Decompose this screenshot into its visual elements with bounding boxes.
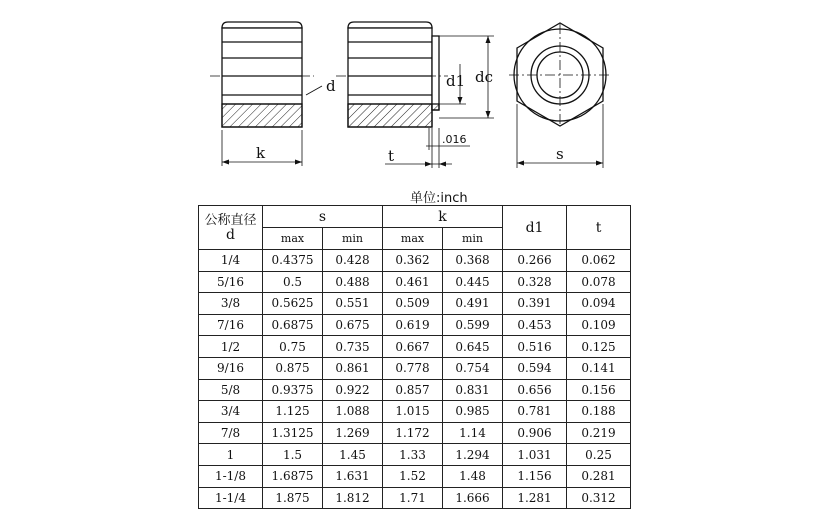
side-section-view: [210, 22, 322, 166]
table-cell: 1.015: [383, 401, 443, 423]
table-cell: 0.125: [567, 336, 631, 358]
header-k-min: min: [443, 228, 503, 250]
table-cell: 0.5625: [263, 293, 323, 315]
header-s-min: min: [323, 228, 383, 250]
table-row: [199, 487, 631, 509]
header-k-max: max: [383, 228, 443, 250]
table-header-row: [199, 206, 631, 228]
table-cell: 1.088: [323, 401, 383, 423]
header-s-max: max: [263, 228, 323, 250]
table-cell: 0.509: [383, 293, 443, 315]
table-cell: 1.031: [503, 444, 567, 466]
table-cell: 1.156: [503, 465, 567, 487]
table-cell: 0.985: [443, 401, 503, 423]
table-cell: 1.5: [263, 444, 323, 466]
table-row: [199, 422, 631, 444]
header-s: s: [263, 206, 383, 228]
table-cell: 9/16: [199, 357, 263, 379]
table-cell: 1.52: [383, 465, 443, 487]
table-cell: 1.666: [443, 487, 503, 509]
table-cell: 1.281: [503, 487, 567, 509]
table-cell: 0.667: [383, 336, 443, 358]
table-cell: 0.6875: [263, 314, 323, 336]
table-cell: 0.4375: [263, 250, 323, 272]
table-cell: 0.5: [263, 271, 323, 293]
unit-note: 单位:inch: [410, 191, 468, 206]
table-cell: 3/4: [199, 401, 263, 423]
header-t: t: [567, 206, 631, 250]
table-cell: 0.754: [443, 357, 503, 379]
header-nominal-label: 公称直径: [204, 212, 257, 228]
table-cell: 5/8: [199, 379, 263, 401]
table-cell: 3/8: [199, 293, 263, 315]
table-row: [199, 379, 631, 401]
cap-nut-technical-drawing: [0, 0, 829, 190]
table-cell: 0.362: [383, 250, 443, 272]
table-cell: 0.656: [503, 379, 567, 401]
header-nominal-diameter: [199, 206, 263, 250]
table-cell: 0.781: [503, 401, 567, 423]
table-cell: 1.631: [323, 465, 383, 487]
table-row: [199, 271, 631, 293]
table-row: [199, 357, 631, 379]
table-cell: 0.645: [443, 336, 503, 358]
table-row: [199, 336, 631, 358]
table-cell: 1/4: [199, 250, 263, 272]
table-cell: 0.857: [383, 379, 443, 401]
table-cell: 1.812: [323, 487, 383, 509]
table-cell: 0.735: [323, 336, 383, 358]
table-cell: 0.25: [567, 444, 631, 466]
table-cell: 1: [199, 444, 263, 466]
table-cell: 0.831: [443, 379, 503, 401]
table-cell: 0.861: [323, 357, 383, 379]
table-cell: 0.75: [263, 336, 323, 358]
table-cell: 1.294: [443, 444, 503, 466]
table-cell: 0.141: [567, 357, 631, 379]
table-cell: 0.551: [323, 293, 383, 315]
table-cell: 0.219: [567, 422, 631, 444]
table-cell: 1.48: [443, 465, 503, 487]
table-cell: 0.619: [383, 314, 443, 336]
label-d1: d1: [446, 72, 466, 90]
table-cell: 0.328: [503, 271, 567, 293]
table-cell: 1.875: [263, 487, 323, 509]
table-cell: 0.778: [383, 357, 443, 379]
label-k: k: [256, 144, 266, 162]
table-cell: 1-1/4: [199, 487, 263, 509]
label-s: s: [556, 145, 564, 163]
label-tolerance: .016: [442, 133, 467, 146]
label-d: d: [326, 77, 336, 95]
dimension-section-view: [336, 22, 494, 168]
table-cell: 0.453: [503, 314, 567, 336]
table-cell: 1.172: [383, 422, 443, 444]
label-t: t: [388, 147, 395, 165]
table-cell: 0.156: [567, 379, 631, 401]
table-cell: 0.675: [323, 314, 383, 336]
table-cell: 1-1/8: [199, 465, 263, 487]
table-cell: 7/8: [199, 422, 263, 444]
table-cell: 0.094: [567, 293, 631, 315]
table-cell: 1.125: [263, 401, 323, 423]
table-row: [199, 250, 631, 272]
table-cell: 0.488: [323, 271, 383, 293]
table-cell: 0.428: [323, 250, 383, 272]
table-cell: 0.906: [503, 422, 567, 444]
label-dc: dc: [475, 68, 494, 86]
table-cell: 0.875: [263, 357, 323, 379]
header-nominal-symbol: d: [226, 226, 235, 243]
table-cell: 1.6875: [263, 465, 323, 487]
table-cell: 0.9375: [263, 379, 323, 401]
table-cell: 1/2: [199, 336, 263, 358]
table-cell: 0.594: [503, 357, 567, 379]
table-cell: 1.3125: [263, 422, 323, 444]
table-cell: 1.14: [443, 422, 503, 444]
table-cell: 0.078: [567, 271, 631, 293]
table-cell: 1.269: [323, 422, 383, 444]
table-row: [199, 444, 631, 466]
table-cell: 0.491: [443, 293, 503, 315]
table-cell: 0.062: [567, 250, 631, 272]
dimension-table: [198, 205, 631, 509]
table-cell: 1.45: [323, 444, 383, 466]
header-k: k: [383, 206, 503, 228]
header-d1: d1: [503, 206, 567, 250]
table-cell: 0.599: [443, 314, 503, 336]
table-row: [199, 401, 631, 423]
table-cell: 1.71: [383, 487, 443, 509]
table-cell: 0.281: [567, 465, 631, 487]
table-cell: 0.391: [503, 293, 567, 315]
table-cell: 0.312: [567, 487, 631, 509]
table-cell: 5/16: [199, 271, 263, 293]
table-cell: 0.461: [383, 271, 443, 293]
table-cell: 0.516: [503, 336, 567, 358]
table-cell: 0.188: [567, 401, 631, 423]
table-cell: 0.922: [323, 379, 383, 401]
table-cell: 1.33: [383, 444, 443, 466]
table-cell: 0.109: [567, 314, 631, 336]
table-cell: 0.266: [503, 250, 567, 272]
table-cell: 0.368: [443, 250, 503, 272]
table-cell: 0.445: [443, 271, 503, 293]
table-row: [199, 465, 631, 487]
table-cell: 7/16: [199, 314, 263, 336]
table-row: [199, 314, 631, 336]
table-row: [199, 293, 631, 315]
